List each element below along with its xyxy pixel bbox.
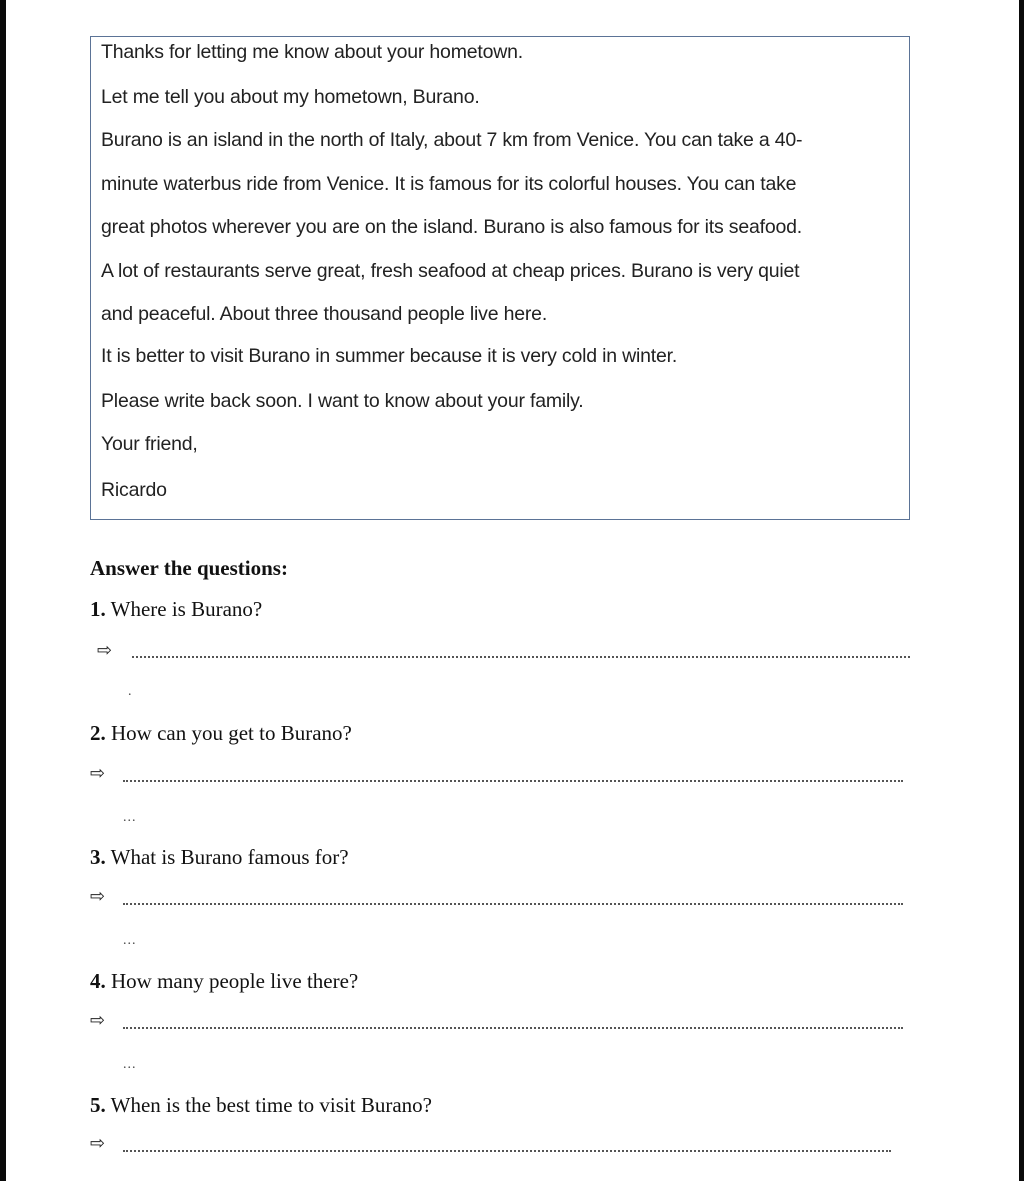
letter-line: great photos wherever you are on the island. Burano is also famous for its seafood. — [101, 216, 802, 238]
question-4 — [90, 969, 358, 994]
answer-line-5[interactable] — [123, 1150, 891, 1152]
letter-line: Burano is an island in the north of Italy, about 7 km from Venice. You can take a 40- — [101, 129, 803, 151]
question-3 — [90, 845, 349, 870]
question-text: What is Burano famous for? — [105, 845, 349, 869]
answer-line-3[interactable] — [123, 903, 903, 905]
answer-arrow-icon: ⇨ — [90, 1133, 106, 1154]
question-number: 4. — [90, 969, 106, 993]
question-number: 2. — [90, 721, 106, 745]
letter-line: Ricardo — [101, 479, 167, 501]
answer-arrow-icon: ⇨ — [90, 886, 106, 907]
letter-line: and peaceful. About three thousand people live here. — [101, 303, 548, 325]
question-text: Where is Burano? — [105, 597, 263, 621]
letter-line: Let me tell you about my hometown, Burano. — [101, 86, 480, 108]
question-number: 3. — [90, 845, 106, 869]
letter-line: Your friend, — [101, 433, 198, 455]
letter-line: Thanks for letting me know about your hometown. — [101, 41, 523, 63]
answer-arrow-icon: ⇨ — [90, 1010, 106, 1031]
letter-line: Please write back soon. I want to know about your family. — [101, 390, 584, 412]
question-text: When is the best time to visit Burano? — [105, 1093, 432, 1117]
question-number: 5. — [90, 1093, 106, 1117]
answer-line-2[interactable] — [123, 780, 903, 782]
answer-line-trail: . — [128, 684, 133, 699]
letter-line: minute waterbus ride from Venice. It is famous for its colorful houses. You can take — [101, 173, 797, 195]
letter-line: A lot of restaurants serve great, fresh seafood at cheap prices. Burano is very quiet — [101, 260, 800, 282]
answer-arrow-icon: ⇨ — [97, 640, 113, 661]
question-2 — [90, 721, 352, 746]
answer-line-trail: ... — [123, 810, 137, 825]
question-text: How many people live there? — [105, 969, 359, 993]
answer-arrow-icon: ⇨ — [90, 763, 106, 784]
letter-line: It is better to visit Burano in summer because it is very cold in winter. — [101, 345, 678, 367]
question-1 — [90, 597, 262, 622]
answer-line-1[interactable] — [132, 656, 910, 658]
answer-line-trail: ... — [123, 1057, 137, 1072]
answer-line-trail: ... — [123, 933, 137, 948]
answer-line-4[interactable] — [123, 1027, 903, 1029]
question-text: How can you get to Burano? — [105, 721, 352, 745]
exercise-heading: Answer the questions: — [90, 556, 288, 580]
question-number: 1. — [90, 597, 106, 621]
question-5 — [90, 1093, 432, 1118]
